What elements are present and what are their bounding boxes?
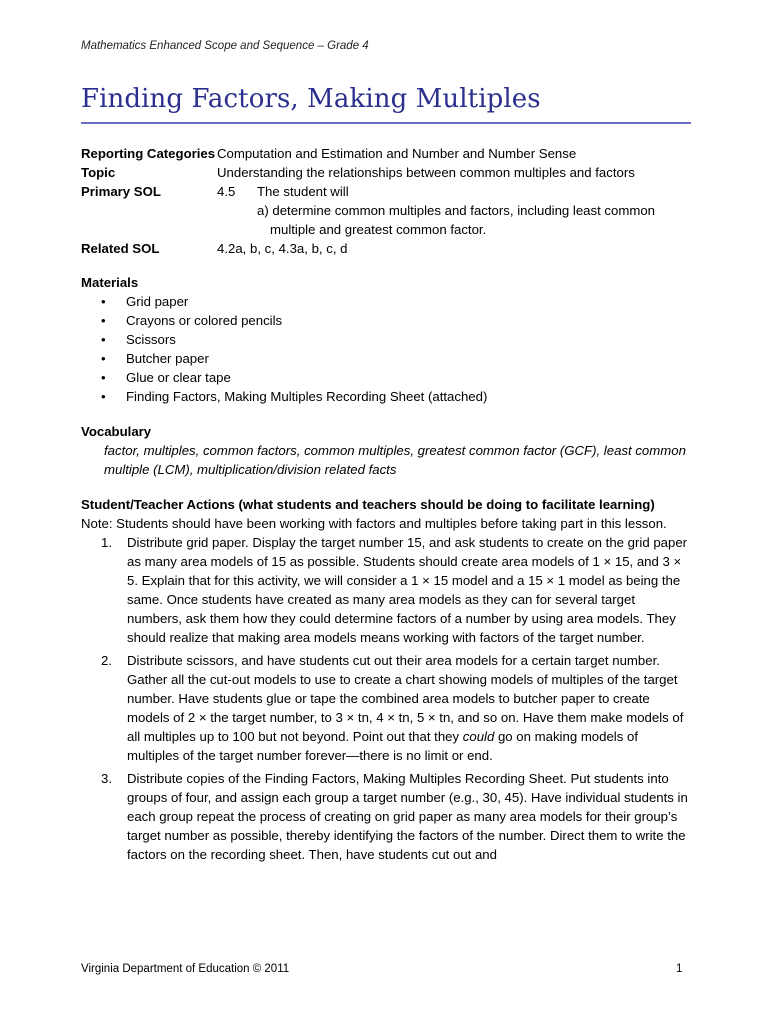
title-underline: [81, 122, 691, 124]
related-sol-row: [81, 239, 691, 258]
primary-sol-number: 4.5: [217, 184, 236, 199]
vocabulary-heading: Vocabulary: [81, 424, 152, 439]
list-item: [81, 651, 691, 765]
vocabulary-text: factor, multiples, common factors, common multiples, greatest common factor (GCF), least common multiple (LCM), multiplication/division related facts: [104, 443, 686, 477]
running-header: Mathematics Enhanced Scope and Sequence – Grade 4: [81, 40, 369, 52]
materials-list: [81, 292, 691, 406]
bullet-icon: •: [101, 389, 106, 404]
reporting-categories-label: Reporting Categories: [81, 146, 216, 161]
topic-value: Understanding the relationships between common multiples and factors: [217, 165, 635, 180]
materials-heading: Materials: [81, 275, 139, 290]
page-number: 1: [676, 963, 683, 975]
list-item: • Crayons or colored pencils: [101, 313, 283, 328]
step-number: 1.: [101, 535, 112, 550]
topic-row: [81, 163, 691, 182]
primary-sol-value: [217, 182, 691, 239]
primary-sol-sub-a-line2: multiple and greatest common factor.: [270, 222, 487, 237]
step-number: 2.: [101, 653, 112, 668]
reporting-categories-row: [81, 144, 691, 163]
list-item: • Finding Factors, Making Multiples Recording Sheet (attached): [101, 389, 488, 404]
primary-sol-row: [81, 182, 691, 239]
actions-note: Note: Students should have been working with factors and multiples before taking part in this lesson.: [81, 516, 667, 531]
reporting-categories-value: Computation and Estimation and Number and Number Sense: [217, 146, 577, 161]
bullet-icon: •: [101, 313, 106, 328]
list-item: • Glue or clear tape: [101, 370, 231, 385]
document-body: [81, 144, 691, 868]
primary-sol-label: Primary SOL: [81, 184, 161, 199]
footer-copyright: Virginia Department of Education © 2011: [81, 963, 290, 975]
primary-sol-sub-a-line1: a) determine common multiples and factors, including least common: [257, 203, 656, 218]
actions-steps: [81, 533, 691, 864]
page-title: Finding Factors, Making Multiples: [81, 84, 541, 114]
list-item: • Grid paper: [101, 294, 189, 309]
topic-label: Topic: [81, 165, 116, 180]
bullet-icon: •: [101, 294, 106, 309]
primary-sol-sub-a: [217, 201, 691, 239]
related-sol-value: 4.2a, b, c, 4.3a, b, c, d: [217, 241, 348, 256]
bullet-icon: •: [101, 351, 106, 366]
list-item: • Butcher paper: [101, 351, 209, 366]
step-text: Distribute grid paper. Display the target number 15, and ask students to create on the grid paper as many area models of 15 as possible. Students should create area models of 1 × 15, and 3 × 5. Explain that for this activity, we will consider a 1 × 15 model and a 15 × 1 model as being the same. Once students have created as many area models as they can for several target numbers, ask them how they could determine factors of a number by using area models. They should realize that making area models means working with factors of the target number.: [127, 535, 688, 645]
bullet-icon: •: [101, 370, 106, 385]
list-item: • Scissors: [101, 332, 176, 347]
actions-heading: Student/Teacher Actions (what students and teachers should be doing to facilitate learning): [81, 497, 655, 512]
list-item: [81, 533, 691, 647]
list-item: [81, 769, 691, 864]
related-sol-label: Related SOL: [81, 241, 160, 256]
bullet-icon: •: [101, 332, 106, 347]
primary-sol-text: The student will: [257, 184, 349, 199]
step-text: Distribute copies of the Finding Factors, Making Multiples Recording Sheet. Put students into groups of four, and assign each group a target number (e.g., 30, 45). Have individual students in each group repeat the process of creating on grid paper as many area models for their group’s target number as possible, thereby identifying the factors of the number. Direct them to write the factors on the recording sheet. Then, have students cut out and: [127, 771, 688, 862]
step-text: Distribute scissors, and have students cut out their area models for a certain target number. Gather all the cut-out models to use to create a chart showing models of multiples of the target number. Have students glue or tape the combined area models to butcher paper to create models of 2 × the target number, to 3 × tn, 4 × tn, 5 × tn, and so on. Have them make models of all multiples up to 100 but not beyond. Point out that they could go on making models of multiples of the target number forever—there is no limit or end.: [127, 653, 684, 763]
step-number: 3.: [101, 771, 112, 786]
